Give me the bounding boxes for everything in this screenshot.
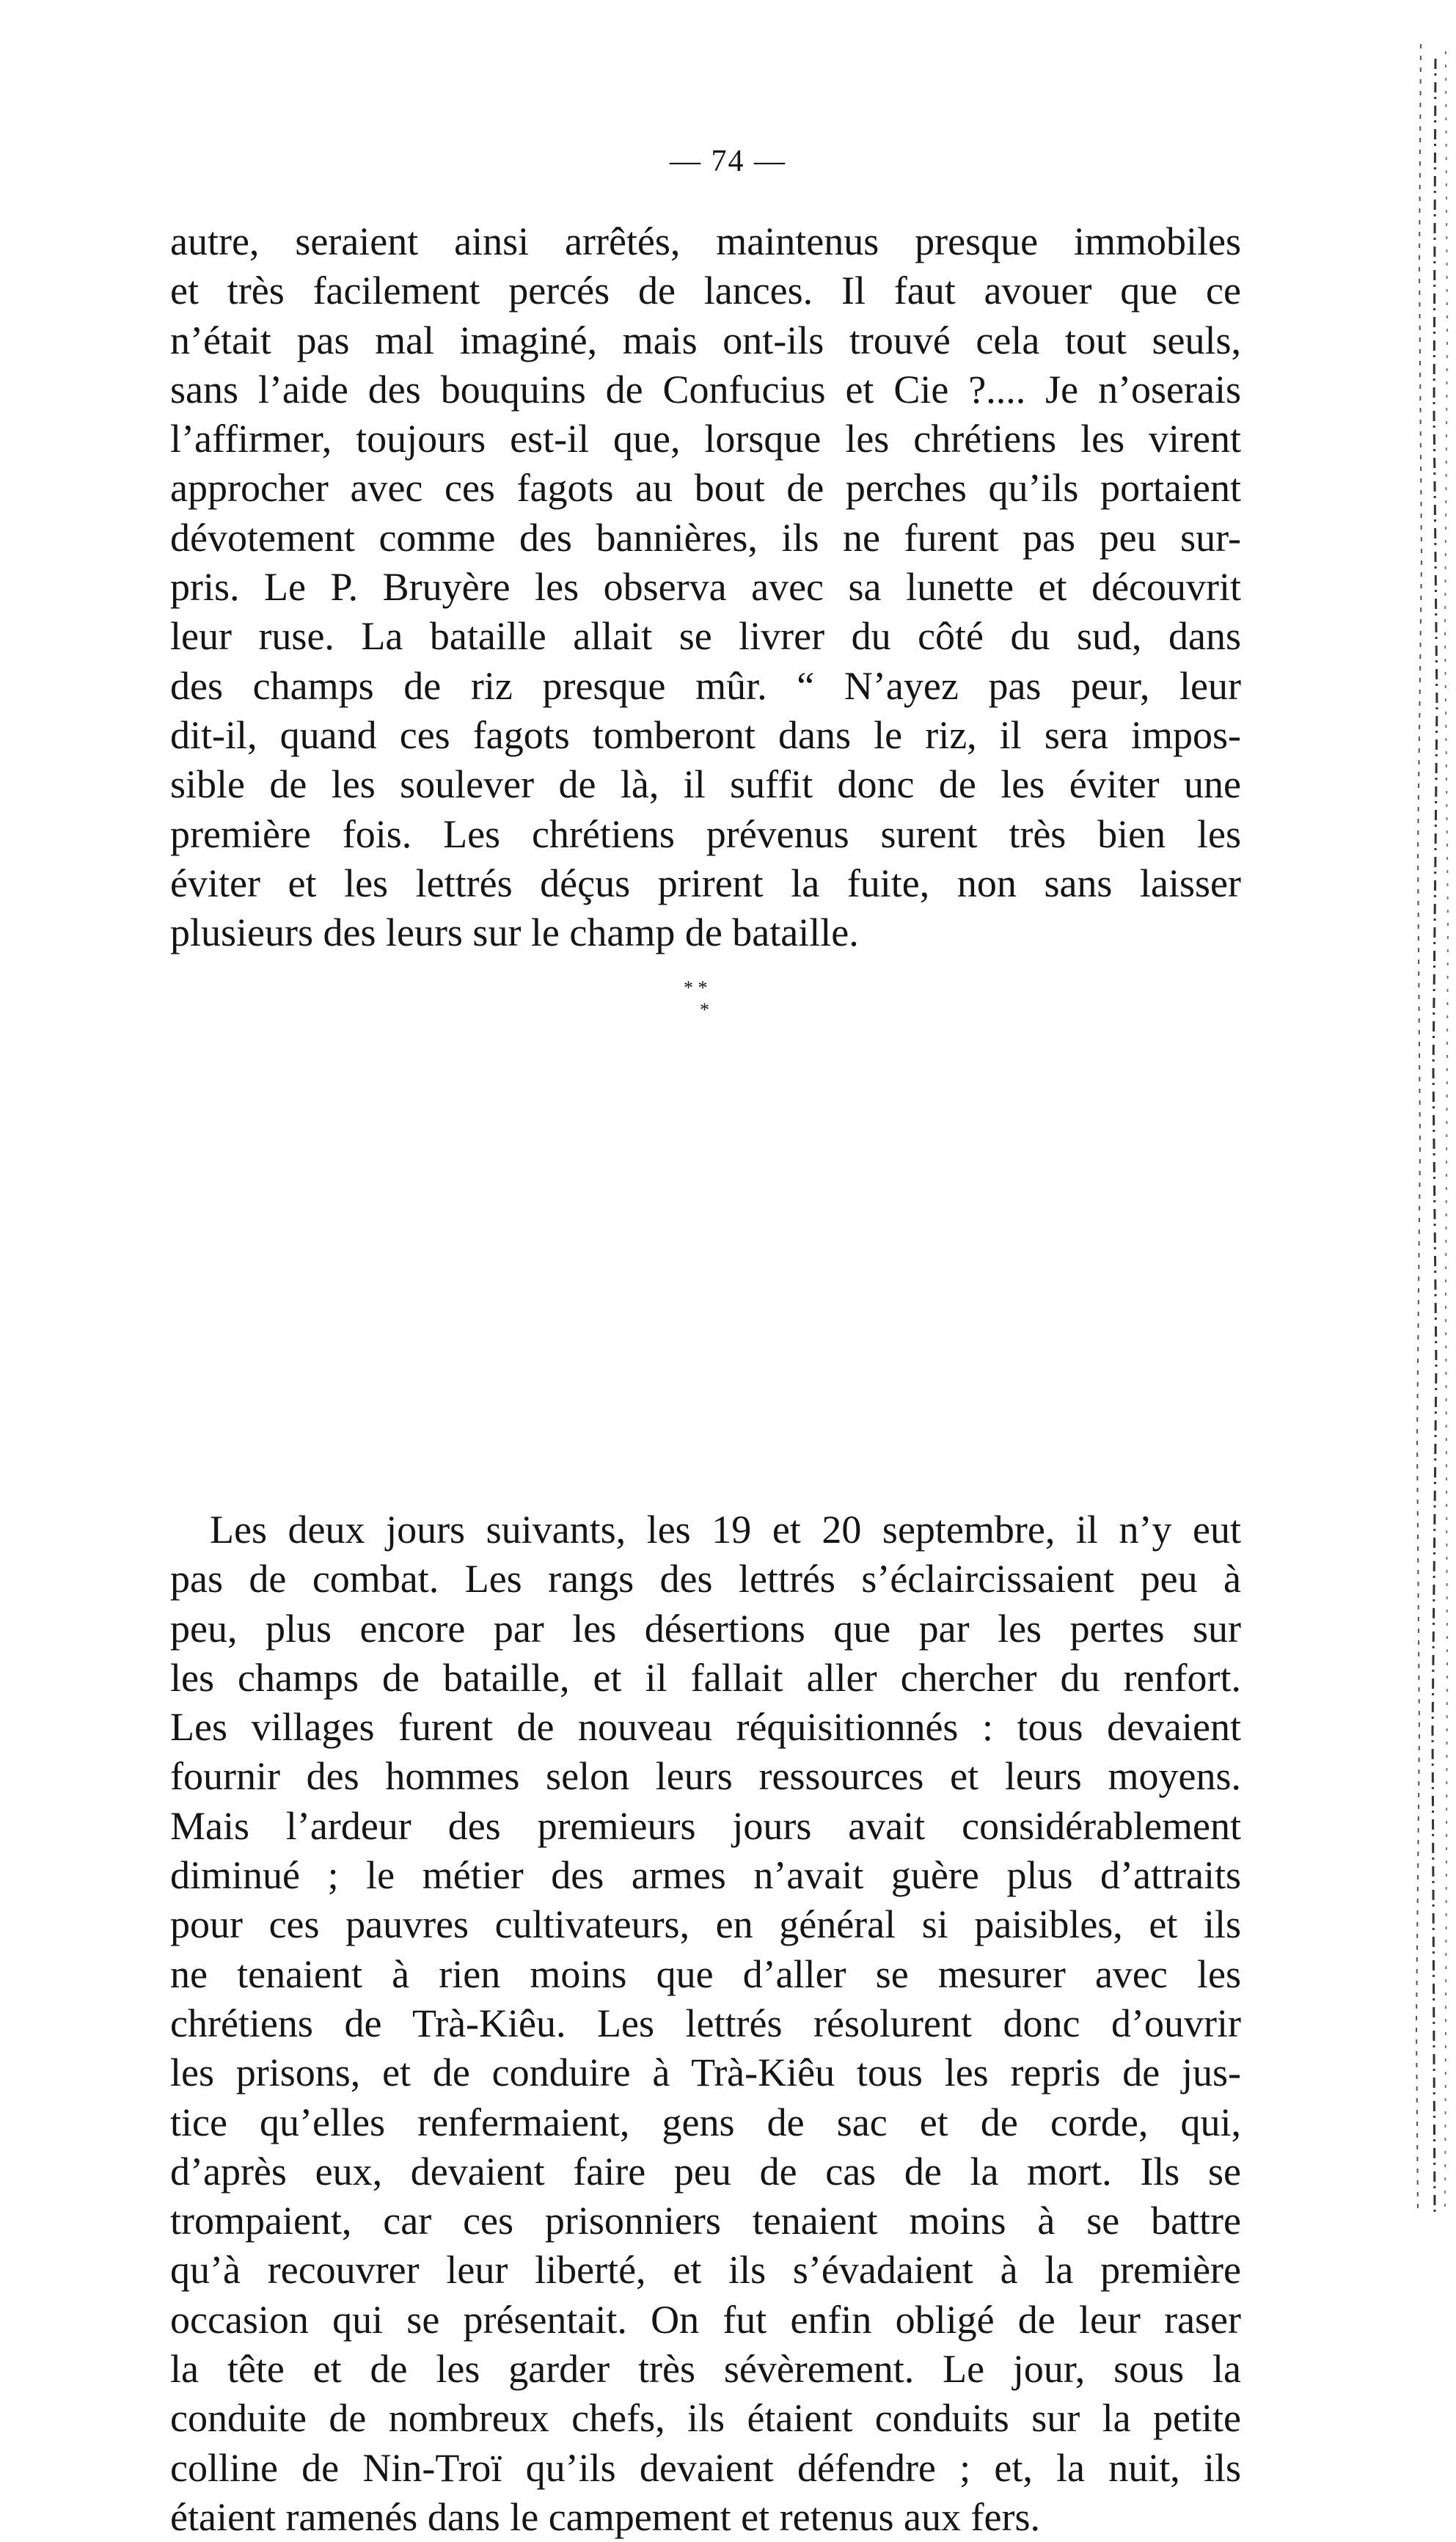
asterism-top: * *	[684, 977, 708, 998]
text-line: les prisons, et de conduire à Trà-Kiêu tous les repris de jus-	[170, 2050, 1241, 2095]
text-line: approcher avec ces fagots au bout de perches qu’ils portaient	[170, 466, 1241, 511]
text-line: plusieurs des leurs sur le champ de bataille.	[170, 910, 859, 955]
text-line: et très facilement percés de lances. Il faut avouer que ce	[170, 269, 1241, 313]
text-line: les champs de bataille, et il fallait aller chercher du renfort.	[170, 1655, 1241, 1700]
text-line: fournir des hommes selon leurs ressources et leurs moyens.	[170, 1754, 1241, 1799]
text-line: Les villages furent de nouveau réquisitionnés : tous devaient	[170, 1705, 1241, 1750]
text-line: ne tenaient à rien moins que d’aller se mesurer avec les	[170, 1951, 1241, 1996]
text-line: pas de combat. Les rangs des lettrés s’éclaircissaient peu à	[170, 1557, 1241, 1601]
asterism-bottom: *	[700, 999, 709, 1020]
text-line: tice qu’elles renfermaient, gens de sac et de corde, qui,	[170, 2100, 1241, 2144]
text-line: trompaient, car ces prisonniers tenaient moins à se battre	[170, 2199, 1241, 2243]
text-line: Mais l’ardeur des premieurs jours avait considérablement	[170, 1803, 1241, 1848]
text-line: sible de les soulever de là, il suffit donc de les éviter une	[170, 762, 1241, 807]
text-line: pour ces pauvres cultivateurs, en général si paisibles, et ils	[170, 1902, 1241, 1947]
text-line: d’après eux, devaient faire peu de cas de la mort. Ils se	[170, 2149, 1241, 2194]
text-line: conduite de nombreux chefs, ils étaient conduits sur la petite	[170, 2396, 1241, 2441]
text-line: n’était pas mal imaginé, mais ont-ils trouvé cela tout seuls,	[170, 318, 1241, 362]
text-line: première fois. Les chrétiens prévenus surent très bien les	[170, 811, 1241, 856]
text-line: pris. Le P. Bruyère les observa avec sa lunette et découvrit	[170, 565, 1241, 610]
text-line: autre, seraient ainsi arrêtés, maintenus presque immobiles	[170, 219, 1241, 263]
text-line: Les deux jours suivants, les 19 et 20 septembre, il n’y eut	[210, 1508, 1241, 1552]
text-line: qu’à recouvrer leur liberté, et ils s’évadaient à la première	[170, 2248, 1241, 2293]
text-line: diminué ; le métier des armes n’avait guère plus d’attraits	[170, 1853, 1241, 1898]
paragraph-2	[170, 1505, 1241, 2542]
text-line: leur ruse. La bataille allait se livrer du côté du sud, dans	[170, 614, 1241, 659]
text-line: des champs de riz presque mûr. “ N’ayez pas peur, leur	[170, 663, 1241, 708]
section-break-asterism	[673, 973, 761, 1031]
text-line: sans l’aide des bouquins de Confucius et Cie ?.... Je n’oserais	[170, 367, 1241, 412]
scan-edge-marks	[1375, 44, 1456, 2216]
text-line: éviter et les lettrés déçus prirent la fuite, non sans laisser	[170, 861, 1241, 905]
text-line: occasion qui se présentait. On fut enfin obligé de leur raser	[170, 2297, 1241, 2342]
text-line: dit-il, quand ces fagots tomberont dans le riz, il sera impos-	[170, 712, 1241, 757]
page-number: — 74 —	[670, 145, 786, 178]
text-line: chrétiens de Trà-Kiêu. Les lettrés résolurent donc d’ouvrir	[170, 2001, 1241, 2045]
paragraph-1	[170, 217, 1241, 957]
text-line: dévotement comme des bannières, ils ne furent pas peu sur-	[170, 515, 1241, 560]
text-line: colline de Nin-Troï qu’ils devaient défendre ; et, la nuit, ils	[170, 2445, 1241, 2490]
text-line: l’affirmer, toujours est-il que, lorsque les chrétiens les virent	[170, 417, 1241, 461]
text-line: peu, plus encore par les désertions que par les pertes sur	[170, 1606, 1241, 1651]
text-line: la tête et de les garder très sévèrement. Le jour, sous la	[170, 2347, 1241, 2392]
text-line: étaient ramenés dans le campement et retenus aux fers.	[170, 2494, 1040, 2539]
